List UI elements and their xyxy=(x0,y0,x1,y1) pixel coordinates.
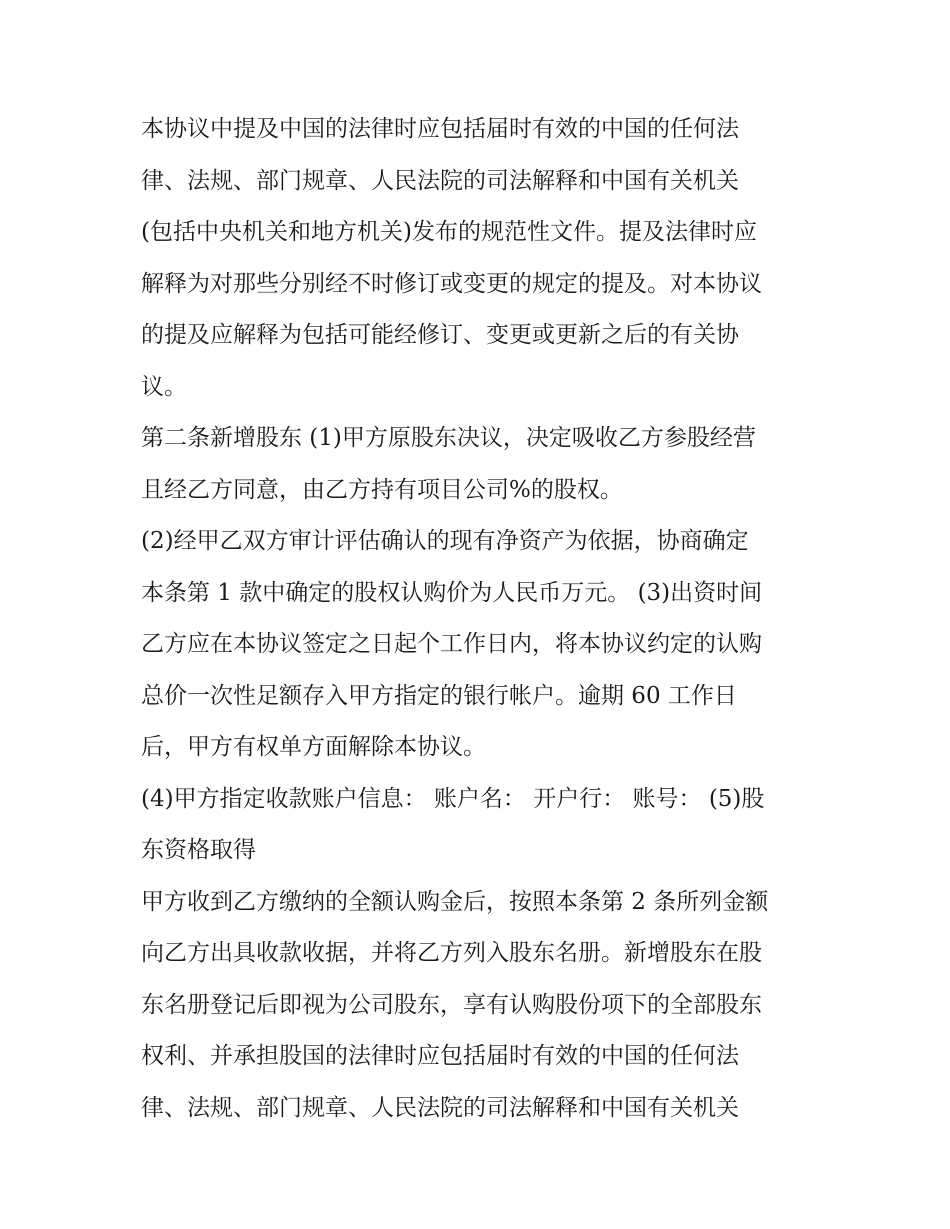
document-body xyxy=(141,104,841,1134)
text-line: 本协议中提及中国的法律时应包括届时有效的中国的任何法 xyxy=(141,116,739,142)
text-line: 且经乙方同意，由乙方持有项目公司%的股权。 xyxy=(141,476,623,503)
text-line: 后，甲方有权单方面解除本协议。 xyxy=(141,734,486,760)
text-line: 议。 xyxy=(141,373,187,400)
text-line: 律、法规、部门规章、人民法院的司法解释和中国有关机关 xyxy=(141,167,739,194)
text-line: 律、法规、部门规章、人民法院的司法解释和中国有关机关 xyxy=(141,1094,739,1121)
text-line: (4)甲方指定收款账户信息： 账户名： 开户行： 账号： (5)股 xyxy=(141,785,765,812)
text-line: 解释为对那些分别经不时修订或变更的规定的提及。对本协议 xyxy=(141,270,762,297)
text-line: 的提及应解释为包括可能经修订、变更或更新之后的有关协 xyxy=(141,322,739,348)
text-line: 权利、并承担股国的法律时应包括届时有效的中国的任何法 xyxy=(141,1043,739,1069)
text-line: 甲方收到乙方缴纳的全额认购金后，按照本条第 2 条所列金额 xyxy=(141,888,769,915)
text-line: 乙方应在本协议签定之日起个工作日内，将本协议约定的认购 xyxy=(141,631,762,657)
text-line: (2)经甲乙双方审计评估确认的现有净资产为依据，协商确定 xyxy=(141,528,749,554)
text-line: 总价一次性足额存入甲方指定的银行帐户。逾期 60 工作日 xyxy=(141,682,737,709)
text-line: 本条第 1 款中确定的股权认购价为人民币万元。 (3)出资时间 xyxy=(141,579,763,606)
text-line: (包括中央机关和地方机关)发布的规范性文件。提及法律时应 xyxy=(141,219,757,245)
text-line: 东名册登记后即视为公司股东，享有认购股份项下的全部股东 xyxy=(141,991,762,1018)
text-line: 向乙方出具收款收据，并将乙方列入股东名册。新增股东在股 xyxy=(141,940,762,966)
text-line: 东资格取得 xyxy=(141,837,256,863)
text-line: 第二条新增股东 (1)甲方原股东决议，决定吸收乙方参股经营 xyxy=(141,425,756,451)
